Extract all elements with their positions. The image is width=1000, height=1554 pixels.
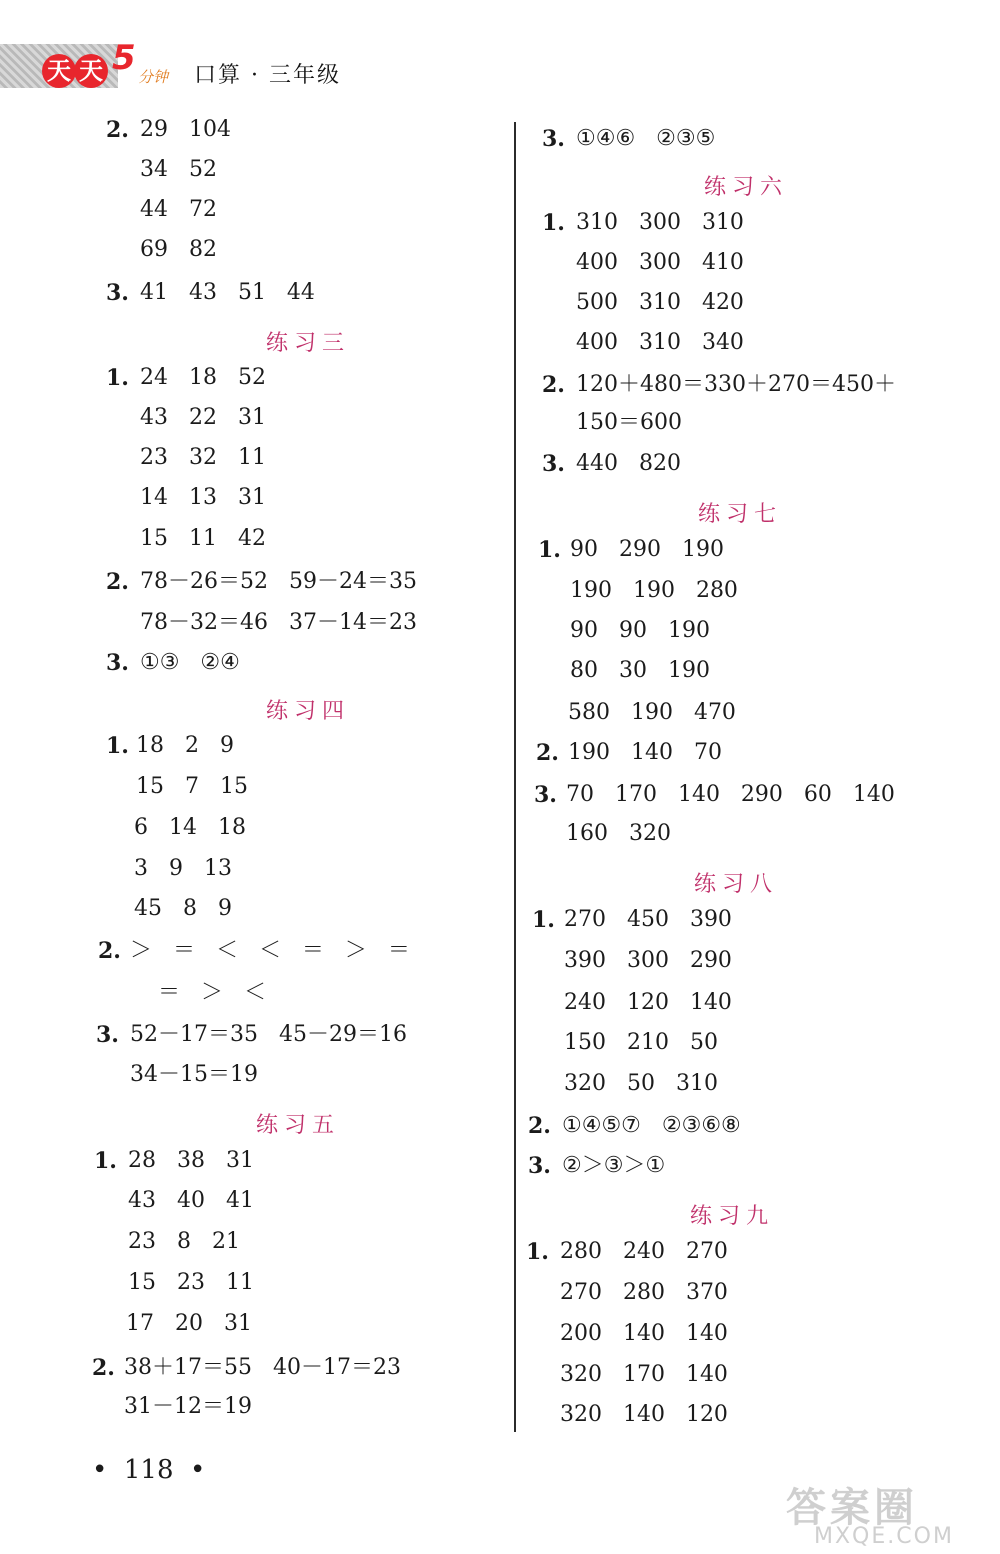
answer-line: 28 38 31 bbox=[128, 1148, 254, 1173]
answer-line: 15 11 42 bbox=[140, 526, 266, 551]
answer-line: 90 290 190 bbox=[570, 537, 724, 562]
answer-line: 390 300 290 bbox=[564, 948, 732, 973]
answer-line: 320 50 310 bbox=[564, 1071, 718, 1096]
question-number-wrap bbox=[528, 1113, 551, 1140]
answer-line: 190 140 70 bbox=[568, 740, 722, 765]
question-number: 3. bbox=[106, 650, 129, 676]
answer-line: 240 120 140 bbox=[564, 990, 732, 1015]
section-title: 练习五 bbox=[256, 1113, 341, 1138]
answer-line: 43 22 31 bbox=[140, 405, 266, 430]
answer-line: ①③ ②④ bbox=[140, 650, 240, 675]
answer-line: 70 170 140 290 60 140 bbox=[566, 782, 895, 807]
question-number: 1. bbox=[106, 733, 129, 759]
answer-line: 44 72 bbox=[140, 197, 217, 222]
answer-line: 69 82 bbox=[140, 237, 217, 262]
question-number-wrap bbox=[96, 1022, 119, 1049]
question-number-wrap bbox=[106, 117, 129, 144]
question-number-wrap bbox=[106, 733, 129, 760]
answer-line: 15 7 15 bbox=[136, 774, 248, 799]
section-title: 练习三 bbox=[266, 331, 351, 356]
answer-line: 41 43 51 44 bbox=[140, 280, 315, 305]
answer-line: 310 300 310 bbox=[576, 210, 744, 235]
answer-line: 190 190 280 bbox=[570, 578, 738, 603]
question-number-wrap bbox=[528, 1153, 551, 1180]
section-title: 练习七 bbox=[698, 502, 783, 527]
question-number: 2. bbox=[528, 1113, 551, 1139]
question-number: 3. bbox=[96, 1022, 119, 1048]
question-number-wrap bbox=[542, 372, 565, 399]
section-title: 练习四 bbox=[266, 699, 351, 724]
logo-five: 5 bbox=[112, 38, 136, 78]
question-number-wrap bbox=[106, 365, 129, 392]
question-number: 1. bbox=[526, 1239, 549, 1265]
answer-line: 400 300 410 bbox=[576, 250, 744, 275]
answer-line: ②＞③＞① bbox=[562, 1153, 666, 1178]
question-number: 3. bbox=[542, 451, 565, 477]
watermark-url: MXQE.COM bbox=[814, 1524, 954, 1549]
question-number: 3. bbox=[542, 126, 565, 152]
answer-line: 320 140 120 bbox=[560, 1402, 728, 1427]
question-number-wrap bbox=[536, 740, 559, 767]
answer-line: 440 820 bbox=[576, 451, 681, 476]
column-divider bbox=[514, 122, 516, 1432]
question-number-wrap bbox=[106, 650, 129, 677]
question-number-wrap bbox=[94, 1148, 117, 1175]
logo-char-1: 天 bbox=[42, 54, 76, 88]
section-title: 练习八 bbox=[694, 872, 779, 897]
answer-line: 150＝600 bbox=[576, 410, 682, 435]
answer-line: 18 2 9 bbox=[136, 733, 234, 758]
answer-line: 38＋17＝55 40－17＝23 bbox=[124, 1355, 401, 1380]
answer-line: ＝ ＞ ＜ bbox=[158, 980, 266, 1005]
answer-line: 34－15＝19 bbox=[130, 1062, 258, 1087]
watermark-logo: 答案圈 bbox=[786, 1485, 918, 1531]
question-number-wrap bbox=[106, 280, 129, 307]
answer-line: 34 52 bbox=[140, 157, 217, 182]
watermark bbox=[776, 1476, 996, 1554]
answer-line: 200 140 140 bbox=[560, 1321, 728, 1346]
question-number-wrap bbox=[106, 569, 129, 596]
answer-line: 52－17＝35 45－29＝16 bbox=[130, 1022, 407, 1047]
answer-line: 150 210 50 bbox=[564, 1030, 718, 1055]
answer-line: 24 18 52 bbox=[140, 365, 266, 390]
question-number-wrap bbox=[542, 451, 565, 478]
answer-line: 6 14 18 bbox=[134, 815, 246, 840]
page-header bbox=[0, 40, 420, 100]
answer-line: 580 190 470 bbox=[568, 700, 736, 725]
answer-line: 29 104 bbox=[140, 117, 231, 142]
answer-line: 160 320 bbox=[566, 821, 671, 846]
answer-line: 78－26＝52 59－24＝35 bbox=[140, 569, 417, 594]
answer-line: 90 90 190 bbox=[570, 618, 710, 643]
question-number: 1. bbox=[538, 537, 561, 563]
answer-line: 17 20 31 bbox=[126, 1311, 252, 1336]
question-number-wrap bbox=[534, 782, 557, 809]
question-number-wrap bbox=[526, 1239, 549, 1266]
question-number: 3. bbox=[528, 1153, 551, 1179]
question-number: 2. bbox=[542, 372, 565, 398]
answer-line: 270 280 370 bbox=[560, 1280, 728, 1305]
answer-line: 500 310 420 bbox=[576, 290, 744, 315]
question-number: 1. bbox=[532, 907, 555, 933]
question-number: 2. bbox=[536, 740, 559, 766]
answer-line: 270 450 390 bbox=[564, 907, 732, 932]
section-title: 练习九 bbox=[690, 1204, 775, 1229]
question-number-wrap bbox=[98, 938, 121, 965]
question-number: 2. bbox=[106, 117, 129, 143]
question-number: 3. bbox=[534, 782, 557, 808]
question-number: 1. bbox=[106, 365, 129, 391]
question-number: 3. bbox=[106, 280, 129, 306]
question-number: 2. bbox=[92, 1355, 115, 1381]
answer-line: ①④⑥ ②③⑤ bbox=[576, 126, 716, 151]
logo-subtitle: 分钟 bbox=[138, 68, 169, 86]
answer-line: 3 9 13 bbox=[134, 856, 232, 881]
question-number-wrap bbox=[92, 1355, 115, 1382]
answer-line: 14 13 31 bbox=[140, 485, 266, 510]
question-number: 1. bbox=[542, 210, 565, 236]
page-number: • 118 • bbox=[92, 1455, 206, 1485]
section-title: 练习六 bbox=[704, 175, 789, 200]
answer-line: 78－32＝46 37－14＝23 bbox=[140, 610, 417, 635]
question-number-wrap bbox=[542, 210, 565, 237]
question-number-wrap bbox=[542, 126, 565, 153]
answer-line: 320 170 140 bbox=[560, 1362, 728, 1387]
answer-line: 120＋480＝330＋270＝450＋ bbox=[576, 372, 896, 397]
answer-line: 23 8 21 bbox=[128, 1229, 240, 1254]
question-number-wrap bbox=[532, 907, 555, 934]
answer-line: 31－12＝19 bbox=[124, 1394, 252, 1419]
book-title: 口算 · 三年级 bbox=[194, 63, 341, 88]
question-number: 2. bbox=[98, 938, 121, 964]
question-number: 2. bbox=[106, 569, 129, 595]
answer-line: 23 32 11 bbox=[140, 445, 266, 470]
logo-char-2: 天 bbox=[74, 54, 108, 88]
question-number-wrap bbox=[538, 537, 561, 564]
answer-line: 80 30 190 bbox=[570, 658, 710, 683]
answer-line: 400 310 340 bbox=[576, 330, 744, 355]
answer-line: 280 240 270 bbox=[560, 1239, 728, 1264]
answer-line: 15 23 11 bbox=[128, 1270, 254, 1295]
answer-line: 45 8 9 bbox=[134, 896, 232, 921]
answer-line: 43 40 41 bbox=[128, 1188, 254, 1213]
answer-line: ＞ ＝ ＜ ＜ ＝ ＞ ＝ bbox=[130, 938, 410, 963]
answer-line: ①④⑤⑦ ②③⑥⑧ bbox=[562, 1113, 741, 1138]
question-number: 1. bbox=[94, 1148, 117, 1174]
